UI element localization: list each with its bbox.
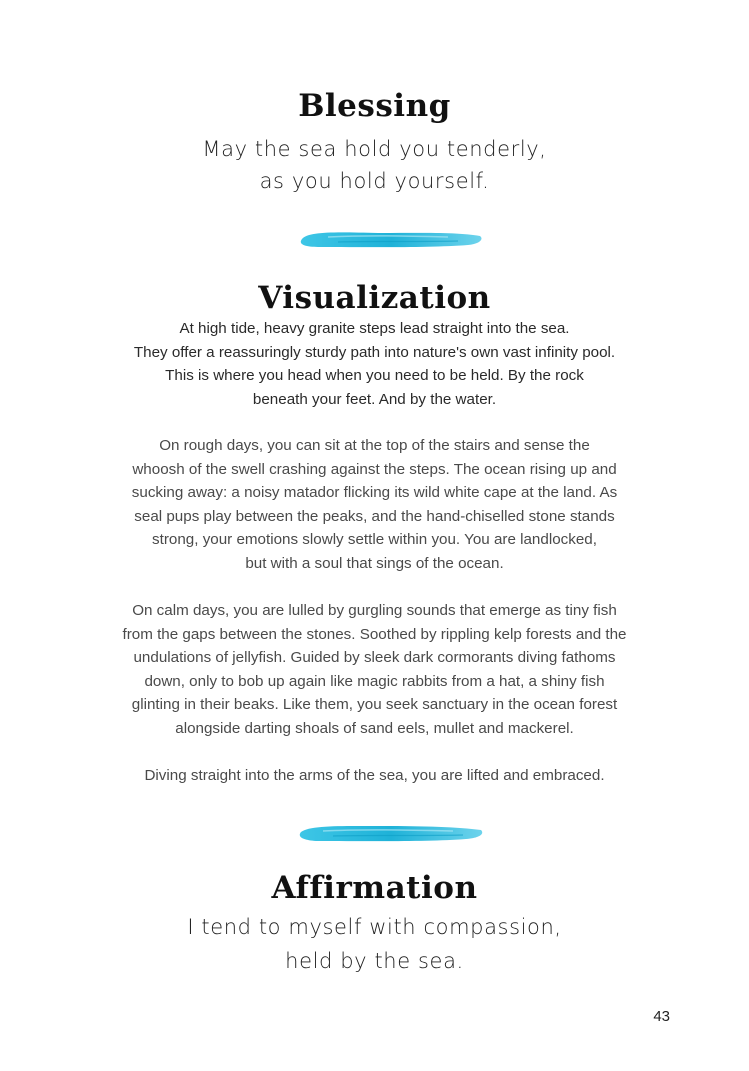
- text-line: undulations of jellyfish. Guided by sleek dark cormorants diving fathoms: [133, 649, 616, 666]
- text-line: from the gaps between the stones. Soothed by rippling kelp forests and the: [122, 625, 627, 643]
- page-number: 43: [653, 1008, 670, 1025]
- text-line: strong, your emotions slowly settle within you. You are landlocked,: [152, 531, 597, 548]
- visualization-heading: Visualization: [258, 280, 491, 316]
- visualization-paragraph-4: [0, 764, 749, 788]
- text-line: beneath your feet. And by the water.: [252, 390, 497, 408]
- text-line: sucking away: a noisy matador flicking its wild white cape at the land. As: [131, 484, 618, 501]
- blessing-heading: Blessing: [298, 88, 451, 124]
- text-line: They offer a reassuringly sturdy path into nature's own vast infinity pool.: [133, 343, 616, 361]
- blessing-line: May the sea hold you tenderly,: [202, 137, 547, 161]
- text-line: but with a soul that sings of the ocean.: [245, 554, 504, 572]
- text-line: On calm days, you are lulled by gurgling sounds that emerge as tiny fish: [132, 602, 617, 619]
- text-line: At high tide, heavy granite steps lead straight into the sea.: [179, 320, 570, 337]
- text-line: down, only to bob up again like magic rabbits from a hat, a shiny fish: [144, 672, 605, 690]
- text-line: Diving straight into the arms of the sea, you are lifted and embraced.: [144, 767, 605, 784]
- watercolor-divider: [298, 227, 484, 251]
- text-line: whoosh of the swell crashing against the steps. The ocean rising up and: [132, 460, 617, 478]
- text-line: alongside darting shoals of sand eels, mullet and mackerel.: [175, 719, 574, 737]
- affirmation-text: [0, 910, 749, 978]
- affirmation-line: I tend to myself with compassion,: [187, 915, 562, 939]
- visualization-paragraph-2: [0, 434, 749, 575]
- blessing-text: [0, 133, 749, 197]
- text-line: This is where you head when you need to be held. By the rock: [165, 367, 584, 384]
- visualization-paragraph-1: [0, 317, 749, 411]
- text-line: seal pups play between the peaks, and the hand-chiselled stone stands: [134, 507, 615, 525]
- blessing-line: as you hold yourself.: [259, 169, 490, 193]
- text-line: glinting in their beaks. Like them, you seek sanctuary in the ocean forest: [131, 696, 618, 713]
- watercolor-divider: [298, 821, 484, 845]
- affirmation-line: held by the sea.: [285, 949, 464, 973]
- affirmation-heading: Affirmation: [271, 870, 478, 906]
- visualization-paragraph-3: [0, 599, 749, 740]
- text-line: On rough days, you can sit at the top of the stairs and sense the: [159, 437, 590, 454]
